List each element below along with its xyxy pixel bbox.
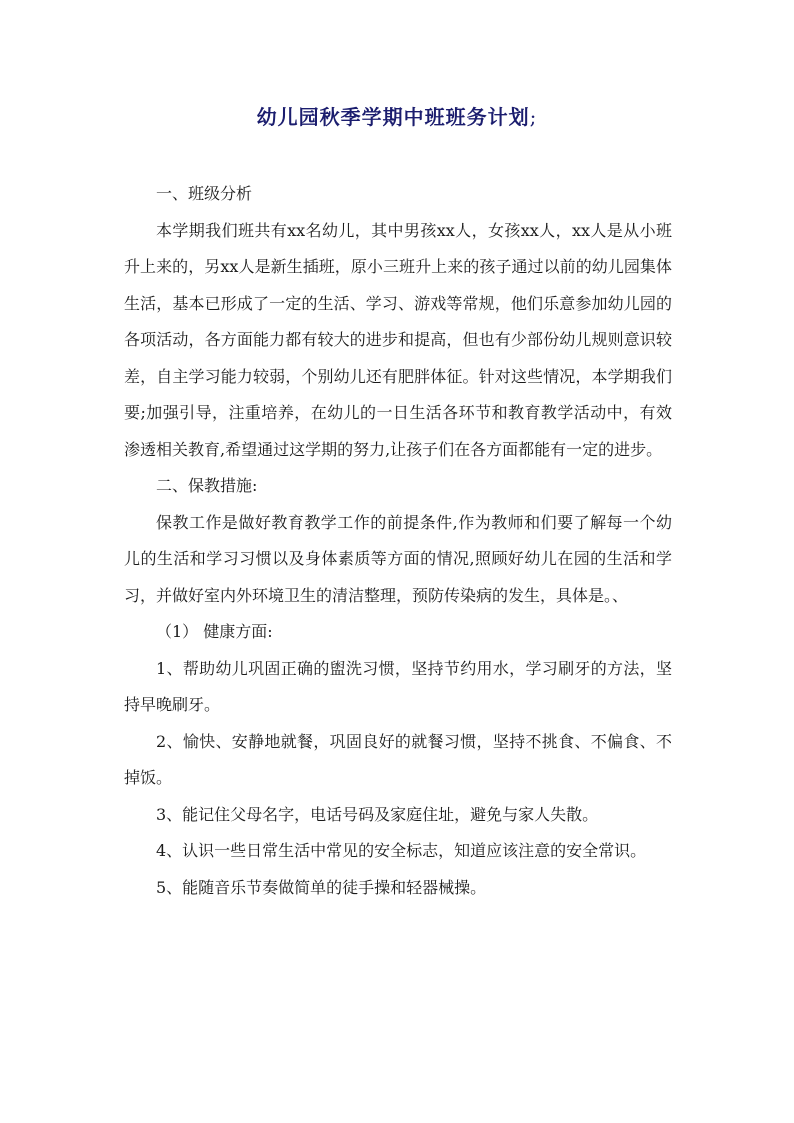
document-title-text: 幼儿园秋季学期中班班务计划: [256, 105, 530, 129]
list-item: 4、认识一些日常生活中常见的安全标志，知道应该注意的安全常识。: [156, 841, 647, 860]
title-trailing-mark: ;: [529, 105, 538, 129]
document-body: [124, 176, 672, 906]
list-item: 5、能随音乐节奏做简单的徒手操和轻器械操。: [156, 877, 487, 897]
subsection-heading-health: （1） 健康方面:: [156, 622, 273, 641]
section-heading-class-analysis: 一、班级分析: [156, 184, 253, 203]
document-title: [0, 101, 794, 133]
section-heading-care-measures: 二、保教措施:: [156, 476, 258, 495]
list-item: 1、帮助幼儿巩固正确的盥洗习惯，坚持节约用水，学习刷牙的方法，坚持早晚刷牙。: [124, 658, 672, 714]
paragraph-care-measures: 保教工作是做好教育教学工作的前提条件,作为教师和们要了解每一个幼儿的生活和学习习惯以及身体素质等方面的情况,照顾好幼儿在园的生活和学习，并做好室内外环境卫生的清洁整理，预防传染病的发生，具体是。、: [124, 512, 672, 605]
list-item: 2、愉快、安静地就餐，巩固良好的就餐习惯，坚持不挑食、不偏食、不掉饭。: [124, 731, 672, 787]
list-item: 3、能记住父母名字，电话号码及家庭住址，避免与家人失散。: [156, 804, 599, 824]
paragraph-class-analysis: 本学期我们班共有xx名幼儿，其中男孩xx人，女孩xx人，xx人是从小班升上来的，另xx人是新生插班，原小三班升上来的孩子通过以前的幼儿园集体生活，基本已形成了一定的生活、学习、游戏等常规，他们乐意参加幼儿园的各项活动，各方面能力都有较大的进步和提高，但也有少部份幼儿规则意识较差，自主学习能力较弱，个别幼儿还有肥胖体征。针对这些情况，本学期我们要;加强引导，注重培养，在幼儿的一日生活各环节和教育教学活动中，有效渗透相关教育,希望通过这学期的努力,让孩子们在各方面都能有一定的进步。: [124, 220, 672, 459]
